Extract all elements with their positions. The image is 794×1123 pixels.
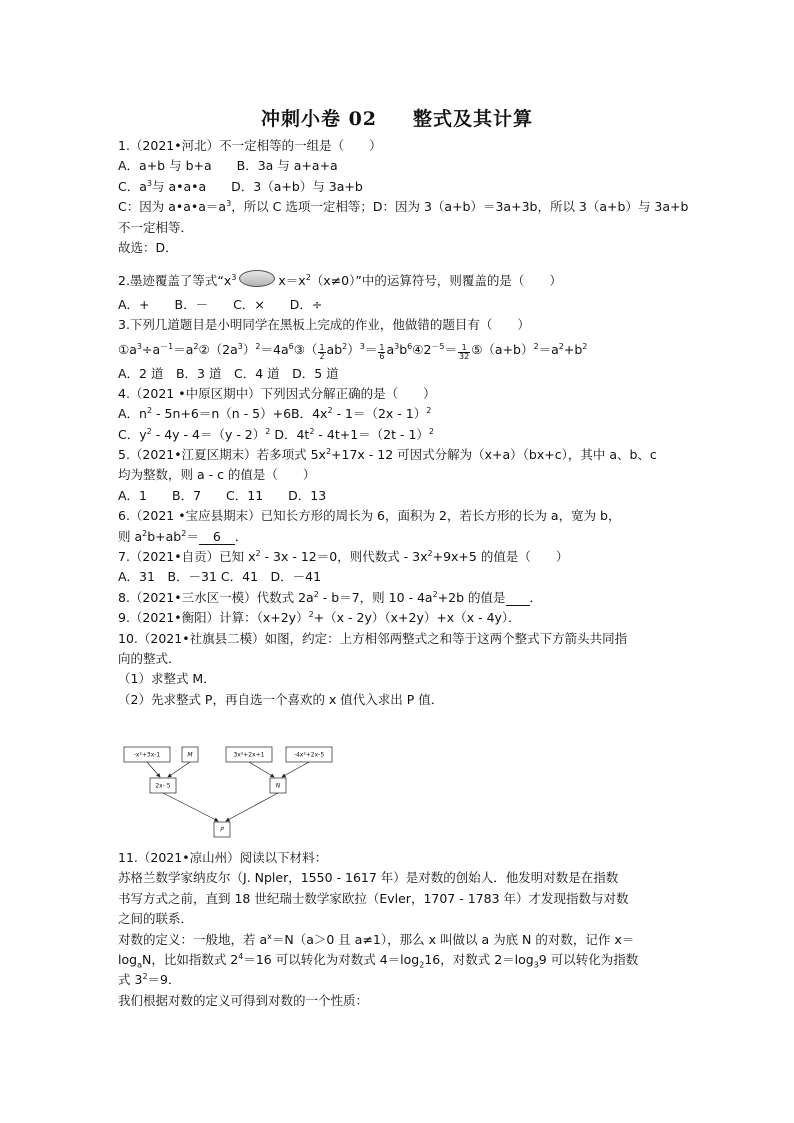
box-top-m-label: M bbox=[187, 751, 193, 759]
q11-definition-3: 式 $3^2=9$． bbox=[118, 972, 181, 988]
q6-answer-blank: 6 bbox=[199, 529, 235, 545]
q10-part1: （1）求整式 M． bbox=[118, 671, 216, 687]
q11 bbox=[118, 848, 698, 1011]
q10-stem: 10.（2021•社旗县二模）如图，约定：上方相邻两整式之和等于这两个整式下方箭头共同指 bbox=[118, 630, 628, 646]
q5-options: A．1 B．7 C．11 D．13 bbox=[118, 487, 327, 503]
q1-stem: 1.（2021•河北）不一定相等的一组是（ ） bbox=[118, 138, 382, 153]
q7-stem: 7.（2021•自贡）已知 $x^2 - 3x - 12=0$，则代数式 - $3x^2+9x+5$ 的值是（ ） bbox=[118, 548, 569, 565]
q3-stem: 3.下列几道题目是小明同学在黑板上完成的作业，他做错的题目有（ ） bbox=[118, 317, 530, 333]
q11-text-3: 之间的联系． bbox=[118, 911, 194, 927]
q3-items: $①a^3\div a^{-1}=a^2②(2a^3)^2=4a^6③$（ $\frac{1}{2}$ $ab^2)^3=$ $\frac{1}{6}$ $a^3b^6④2^{-5}=$ $\frac{1}{32}$ $⑤(a+b)^2=a^2+b^2$ bbox=[118, 341, 588, 361]
questions bbox=[118, 136, 698, 710]
q11-property-intro: 我们根据对数的定义可得到对数的一个性质： bbox=[118, 992, 369, 1008]
q11-text-2: 书写方式之前，直到 18 世纪瑞士数学家欧拉（Evler，1707 - 1783 年）才发现指数与对数 bbox=[118, 890, 629, 906]
q4-options-ab: A．$n^2 - 5n+6=n(n - 5)+6B$．$4x^2 - 1=(2x - 1)^2$ bbox=[118, 406, 432, 422]
arrow-5 bbox=[163, 793, 218, 821]
q1-options-cd: C．$a^3$与 a•a•a D．3（a+b）与 3a+b bbox=[118, 178, 363, 194]
box-top-1-label: -x²+3x-1 bbox=[133, 751, 161, 759]
q10-part2: （2）先求整式 P，再自选一个喜欢的 x 值代入求出 P 值． bbox=[118, 691, 444, 707]
title-topic: 整式及其计算 bbox=[413, 108, 534, 130]
page-title bbox=[0, 104, 794, 131]
q7-options: A．31 B．－31 C．41 D．－41 bbox=[118, 569, 322, 585]
q8-stem: 8.（2021•三水区一模）代数式 $2a^2 - b=7$，则 $10 - 4a^2+2b$ 的值是 ． bbox=[118, 589, 543, 605]
arrow-4 bbox=[282, 762, 309, 777]
q6-stem: 6.（2021 •宝应县期末）已知长方形的周长为 6，面积为 2，若长方形的长为 a，宽为 b， bbox=[118, 508, 621, 524]
q10-stem-cont: 向的整式． bbox=[118, 650, 181, 666]
arrow-6 bbox=[226, 793, 278, 821]
q3-options: A．2 道 B．3 道 C．4 道 D．5 道 bbox=[118, 365, 339, 381]
box-mid-n-label: N bbox=[275, 782, 281, 790]
box-bottom-p-label: P bbox=[220, 826, 224, 834]
q2-options: A．+ B．－ C．× D．÷ bbox=[118, 296, 323, 312]
q10-diagram bbox=[118, 742, 358, 842]
q11-definition-2: $\log_aN$，比如指数式 $2^4=16$ 可以转化为对数式 $4=\log_216$，对数式 $2=\log_39$ 可以转化为指数 bbox=[118, 951, 639, 970]
box-top-3-label: 3x²+2x+1 bbox=[233, 751, 265, 759]
q11-definition-1: 对数的定义：一般地，若 $a^x=N(a>0$ 且 a≠1），那么 x 叫做以 a 为底 N 的对数，记作 x＝ bbox=[118, 931, 635, 947]
arrow-1 bbox=[147, 762, 160, 777]
box-top-4-label: -4x²+2x-5 bbox=[293, 751, 325, 759]
q11-text-1: 苏格兰数学家纳皮尔（J. Npler，1550 - 1617 年）是对数的创始人．他发明对数是在指数 bbox=[118, 870, 619, 886]
q9-stem: 9.（2021•衡阳）计算：$(x+2y)^2+(x - 2y)(x+2y)+x(x - 4y)$． bbox=[118, 610, 521, 626]
ink-blot-icon bbox=[239, 270, 275, 287]
title-label: 冲刺小卷 02 bbox=[260, 108, 378, 130]
arrow-2 bbox=[168, 762, 190, 777]
q1-answer: 故选：D． bbox=[118, 239, 178, 255]
box-mid-1-label: 2x- 5 bbox=[155, 782, 171, 790]
q4-stem: 4.（2021 •中原区期中）下列因式分解正确的是（ ） bbox=[118, 385, 436, 401]
q1-explanation: C：因为 $a•a•a=a^3$，所以 C 选项一定相等；D：因为 3（a+b）＝3a+3b，所以 3（a+b）与 3a+b bbox=[118, 199, 689, 215]
q1-explanation-cont: 不一定相等． bbox=[118, 219, 194, 235]
q6-stem-cont: 则 $a^2b+ab^2= 6$ ． bbox=[118, 528, 248, 544]
q4-options-cd: C．$y^2 - 4y - 4=(y - 2)^2$ D．$4t^2 - 4t+1=(2t - 1)^2$ bbox=[118, 426, 435, 442]
q1-options-ab: A．a+b 与 b+a B．3a 与 a+a+a bbox=[118, 158, 338, 174]
q5-stem-cont: 均为整数，则 a - c 的值是（ ） bbox=[118, 467, 316, 483]
q2-stem: 2.墨迹覆盖了等式“$x^3$ $x=x^2(x\ne 0)$”中的运算符号，则覆盖的是（ ） bbox=[118, 270, 698, 290]
arrow-3 bbox=[249, 762, 274, 777]
q11-stem: 11.（2021•凉山州）阅读以下材料： bbox=[118, 850, 328, 865]
q8-answer-blank bbox=[506, 590, 530, 606]
q5-stem: 5.（2021•江夏区期末）若多项式 $5x^2+17x - 12$ 可因式分解为（x+a）（bx+c），其中 a、b、c bbox=[118, 446, 657, 463]
